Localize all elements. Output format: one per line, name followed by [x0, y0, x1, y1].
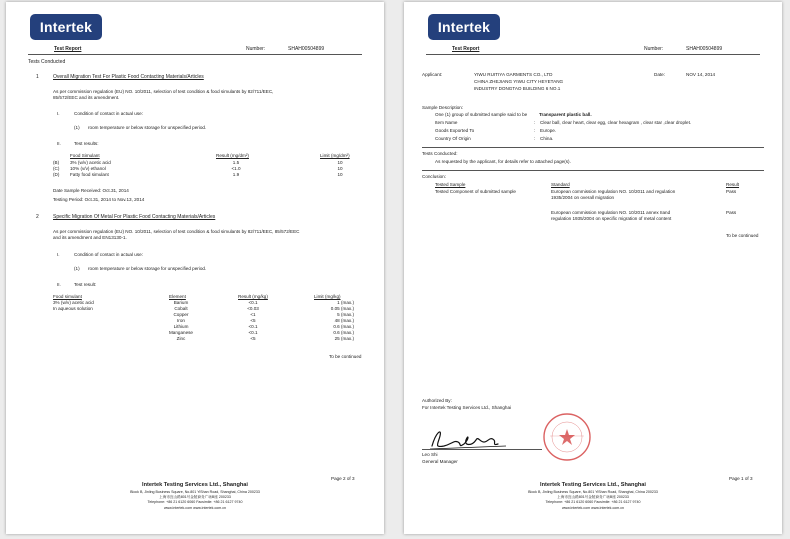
applicant-line1: YIWU RUITIYA GARMENTS CO., LTD [474, 72, 553, 77]
exported-value: Europe. [540, 128, 557, 133]
intertek-logo: Intertek [428, 14, 500, 40]
s2-condition-item-num: (1) [74, 266, 80, 271]
s1-row-c-limit: 10 [337, 166, 343, 171]
s1-row-d-limit: 10 [337, 172, 343, 177]
s2-results-num: II. [57, 282, 61, 287]
section-1-title: Overall Migration Test For Plastic Food Contacting Materials/Articles [53, 74, 204, 80]
date-label: Date: [654, 72, 665, 77]
company-seal-icon [542, 412, 592, 462]
s2-header-simulant: Food simulant [53, 294, 82, 299]
conclusion-label: Conclusion: [422, 174, 447, 179]
section-1-number: 1 [36, 74, 39, 80]
item-name-label: Item Name [435, 120, 458, 125]
header-rule [28, 54, 362, 55]
page-number: Page 2 of 3 [331, 476, 355, 481]
s1-results-num: II. [57, 141, 61, 146]
tests-conducted-heading: Tests Conducted [28, 59, 66, 65]
metal-row-limit: 25 (max.) [334, 336, 354, 341]
report-title: Test Report [54, 46, 82, 52]
section-rule-1 [422, 147, 764, 148]
footer-web: www.intertek.com www.intertek.com.cn [163, 506, 227, 510]
metal-row-element: Zinc [176, 336, 186, 341]
s1-results-label: Test results: [74, 141, 99, 146]
s1-row-b-result: 1.5 [232, 160, 240, 165]
metal-row-result: <0.1 [248, 324, 258, 329]
to-be-continued: To be continued [329, 354, 362, 359]
footer-address: Block B, Jinling Business Square, No.801 YiShan Road, Shanghai, China 200233 [528, 490, 658, 494]
s1-row-b-id: (B) [53, 160, 60, 165]
tests-conducted-label: Tests Conducted: [422, 151, 458, 156]
metal-row-limit: 1 (max.) [337, 300, 354, 305]
conclusion-standard-1a: European commission regulation NO. 10/2011 and regulation [551, 189, 676, 194]
sample-line: One (1) group of submitted sample said to be [435, 112, 528, 117]
s1-condition-label: Condition of contact in actual use: [74, 111, 143, 116]
s2-simulant-line1: 3% (w/v) acetic acid [53, 300, 94, 305]
conclusion-header-result: Result [726, 182, 740, 187]
conclusion-standard-1b: 1935/2004 on overall migration [551, 195, 615, 200]
s1-row-c-result: <1.0 [231, 166, 241, 171]
s1-header-result: Result (mg/dm²) [216, 153, 249, 158]
origin-value: China. [540, 136, 554, 141]
report-page-2 [6, 2, 384, 534]
origin-label: Country Of Origin [435, 136, 471, 141]
s1-header-simulant: Food Simulant [70, 153, 100, 158]
section-2-desc-line2: and its amendment and EN13130-1. [53, 235, 127, 240]
s1-condition-num: I. [57, 111, 60, 116]
header-rule [426, 54, 760, 55]
tests-conducted-text: As requested by the applicant, for details refer to attached page(s). [435, 159, 571, 164]
s1-condition-item: room temperature or below storage for unspecified period. [88, 125, 207, 130]
s1-row-d-result: 1.9 [232, 172, 240, 177]
report-title: Test Report [452, 46, 480, 52]
footer-address-cn: 上海市宜山路801号金陵商务广场B座 200233 [159, 495, 231, 499]
section-rule-2 [422, 170, 764, 171]
s2-header-limit: Limit (mg/kg) [314, 294, 341, 299]
report-page-1 [404, 2, 782, 534]
s1-row-b-sim: 3% (w/v) acetic acid [70, 160, 111, 165]
s1-row-d-sim: Fatty food simulant [70, 172, 109, 177]
authorized-by: Authorized By: [422, 398, 452, 403]
s1-row-c-sim: 10% (v/v) ethanol [70, 166, 106, 171]
testing-period: Testing Period: Oct.31, 2014 to Nov.13, 2014 [53, 197, 145, 202]
metal-row-element: Lithium [173, 324, 189, 329]
s1-row-c-id: (C) [53, 166, 60, 171]
s2-condition-item: room temperature or below storage for unspecified period. [88, 266, 207, 271]
sample-name-bold: Transparent plastic ball. [539, 112, 592, 117]
applicant-line3: INDUSTRY DONGTAO BUILDING 6 NO.1 [474, 86, 561, 91]
metal-row-limit: 0.05 (max.) [330, 306, 354, 311]
s2-results-label: Test result: [74, 282, 97, 287]
metal-row-element: Manganese [168, 330, 193, 335]
metal-row-result: <1 [250, 312, 256, 317]
exported-label: Goods Exported To [435, 128, 475, 133]
s2-header-element: Element [169, 294, 186, 299]
footer-contact: Telephone: +86 21 6120 6060 Facsimile: +86 21 6127 9740 [545, 500, 641, 504]
footer-company: Intertek Testing Services Ltd., Shanghai [540, 482, 646, 488]
to-be-continued: To be continued [726, 233, 759, 238]
metal-row-result: <5 [250, 336, 256, 341]
item-name-value: Clear ball, clear heart, clear egg, clear hexagram , clear star ,clear droplet. [540, 120, 692, 125]
s1-header-limit: Limit (mg/dm²) [320, 153, 350, 158]
section-1-desc-line2: 85/572/EEC and its amendment. [53, 95, 120, 100]
s1-condition-item-num: (1) [74, 125, 80, 130]
metal-row-limit: 0.6 (max.) [333, 324, 354, 329]
conclusion-header-standard: Standard [551, 182, 570, 187]
s2-condition-label: Condition of contact in actual use: [74, 252, 143, 257]
metal-row-element: Barium [173, 300, 189, 305]
s2-simulant-line2: In aqueous solution [53, 306, 93, 311]
report-number: SHAH00504899 [686, 46, 723, 52]
sample-description-label: Sample Description: [422, 105, 464, 110]
report-date: NOV 14, 2014 [686, 72, 716, 77]
signatory-title: General Manager [422, 459, 458, 464]
metal-row-result: <5 [250, 318, 256, 323]
conclusion-standard-2a: European commission regulation NO. 10/2011 annex IIand [551, 210, 671, 215]
origin-colon: : [534, 136, 536, 141]
number-label: Number: [246, 46, 266, 52]
metal-row-element: Cobalt [174, 306, 188, 311]
metal-row-limit: 5 (max.) [337, 312, 354, 317]
signatory-name: Leo Shi [422, 452, 438, 457]
conclusion-header-sample: Tested Sample [435, 182, 466, 187]
footer-address-cn: 上海市宜山路801号金陵商务广场B座 200233 [557, 495, 629, 499]
intertek-logo: Intertek [30, 14, 102, 40]
footer-contact: Telephone: +86 21 6120 6060 Facsimile: +86 21 6127 9740 [147, 500, 243, 504]
footer-web: www.intertek.com www.intertek.com.cn [561, 506, 625, 510]
page-number: Page 1 of 3 [729, 476, 753, 481]
report-number: SHAH00504899 [288, 46, 325, 52]
metal-row-limit: 48 (max.) [334, 318, 354, 323]
section-2-number: 2 [36, 214, 39, 220]
item-name-colon: : [534, 120, 536, 125]
metal-row-result: <0.1 [248, 330, 258, 335]
metal-row-element: Copper [173, 312, 189, 317]
metal-row-limit: 0.6 (max.) [333, 330, 354, 335]
s2-header-result: Result (mg/kg) [238, 294, 268, 299]
footer-address: Block B, Jinling Business Square, No.801 YiShan Road, Shanghai, China 200233 [130, 490, 260, 494]
signature-image [424, 422, 514, 452]
metal-row-element: Iron [177, 318, 185, 323]
s1-row-d-id: (D) [53, 172, 60, 177]
section-1-desc-line1: As per commission regulation (EU) NO. 10/2011, selection of test condition & food simulants by 82/711/EEC, [53, 89, 274, 94]
signature-rule [422, 449, 542, 450]
authorized-company: For Intertek Testing Services Ltd., Shanghai [422, 405, 512, 410]
conclusion-result-1: Pass [726, 189, 737, 194]
applicant-label: Applicant: [422, 72, 443, 77]
conclusion-result-2: Pass [726, 210, 737, 215]
metal-row-result: <0.1 [248, 300, 258, 305]
section-2-desc-line1: As per commission regulation (EU) NO. 10/2011, selection of test condition & food simulants by 82/711/EEC, 85/572/EEC [53, 229, 300, 234]
s2-condition-num: I. [57, 252, 60, 257]
footer-company: Intertek Testing Services Ltd., Shanghai [142, 482, 248, 488]
date-sample-received: Date Sample Received: Oct.31, 2014 [53, 188, 129, 193]
metal-row-result: <0.03 [247, 306, 259, 311]
applicant-line2: CHINA ZHEJIANG YIWU CITY HEYETANG [474, 79, 564, 84]
number-label: Number: [644, 46, 664, 52]
conclusion-standard-2b: regulation 1935/2004 on specific migration of metal content [551, 216, 672, 221]
s1-row-b-limit: 10 [337, 160, 343, 165]
exported-colon: : [534, 128, 536, 133]
conclusion-tested-sample: Tested Component of submitted sample [435, 189, 516, 194]
section-2-title: Specific Migration Of Metal For Plastic Food Contacting Materials/Articles [53, 214, 216, 220]
